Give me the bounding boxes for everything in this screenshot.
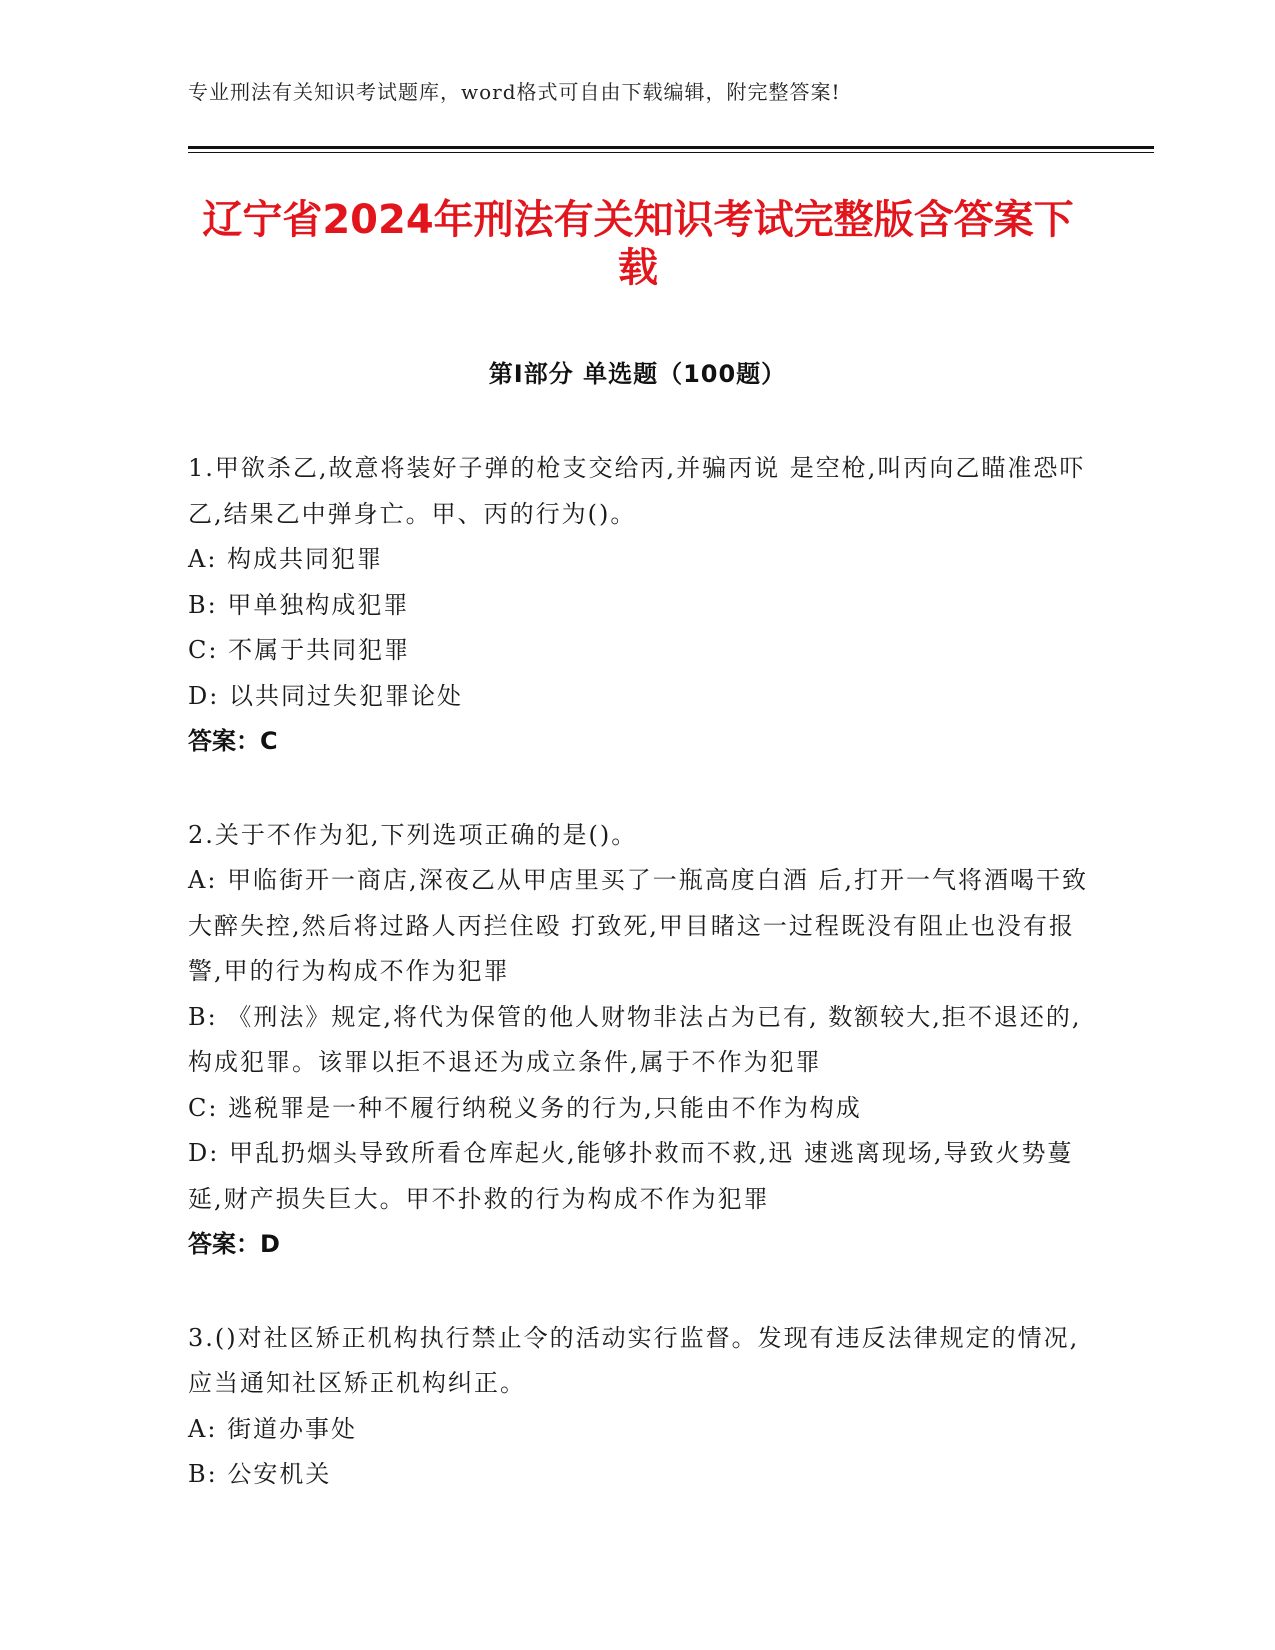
option-a: [188, 858, 1088, 995]
option-text: 甲乱扔烟头导致所看仓库起火,能够扑救而不救,迅 速逃离现场,导致火势蔓延,财产损失巨大。甲不扑救的行为构成不作为犯罪: [188, 1139, 1074, 1213]
option-key: B:: [188, 1460, 218, 1488]
option-a: [188, 537, 1088, 583]
option-key: B:: [188, 590, 218, 619]
header-rule-thin: [188, 152, 1154, 153]
option-text: 甲单独构成犯罪: [227, 590, 410, 619]
question-stem: 3.()对社区矫正机构执行禁止令的活动实行监督。发现有违反法律规定的情况,应当通知社区矫正机构纠正。: [188, 1323, 1080, 1397]
option-d: [188, 674, 1088, 720]
question-2: [188, 813, 1088, 1268]
option-b: [188, 583, 1088, 629]
question-stem: 1.甲欲杀乙,故意将装好子弹的枪支交给丙,并骗丙说 是空枪,叫丙向乙瞄准恐吓乙,结果乙中弹身亡。甲、丙的行为()。: [188, 454, 1086, 528]
option-key: D:: [188, 1139, 220, 1167]
option-d: [188, 1131, 1088, 1222]
answer-line: 答案：C: [188, 727, 278, 755]
document-title: 辽宁省2024年刑法有关知识考试完整版含答案下载: [202, 197, 1074, 291]
option-text: 构成共同犯罪: [227, 545, 384, 573]
option-key: A:: [188, 545, 218, 573]
question-1: [188, 446, 1088, 765]
option-key: C:: [188, 1093, 219, 1122]
option-b: [188, 995, 1088, 1086]
header-rule-thick: [188, 146, 1154, 149]
option-text: 甲临街开一商店,深夜乙从甲店里买了一瓶高度白酒 后,打开一气将酒喝干致大醉失控,然后将过路人丙拦住殴 打致死,甲目睹这一过程既没有阻止也没有报警,甲的行为构成不作为犯罪: [188, 866, 1088, 985]
option-text: 不属于共同犯罪: [228, 636, 411, 664]
option-text: 街道办事处: [227, 1414, 358, 1443]
option-key: C:: [188, 636, 219, 664]
question-list: [188, 446, 1088, 1546]
option-c: [188, 1086, 1088, 1132]
option-key: A:: [188, 866, 218, 894]
option-text: 逃税罪是一种不履行纳税义务的行为,只能由不作为构成: [228, 1093, 862, 1122]
section-title: 第Ⅰ部分 单选题（100题）: [488, 360, 787, 388]
header-note: 专业刑法有关知识考试题库，word格式可自由下载编辑，附完整答案!: [188, 80, 841, 104]
question-stem: 2.关于不作为犯,下列选项正确的是()。: [188, 820, 638, 849]
question-3: [188, 1316, 1088, 1498]
option-b: [188, 1452, 1088, 1498]
option-key: B:: [188, 1002, 218, 1031]
option-key: A:: [188, 1414, 218, 1443]
answer-line: 答案：D: [188, 1230, 280, 1258]
option-key: D:: [188, 681, 220, 710]
option-c: [188, 628, 1088, 674]
option-text: 《刑法》规定,将代为保管的他人财物非法占为已有, 数额较大,拒不退还的,构成犯罪。该罪以拒不退还为成立条件,属于不作为犯罪: [188, 1002, 1082, 1076]
option-text: 公安机关: [227, 1460, 332, 1488]
option-a: [188, 1407, 1088, 1453]
option-text: 以共同过失犯罪论处: [228, 681, 463, 710]
